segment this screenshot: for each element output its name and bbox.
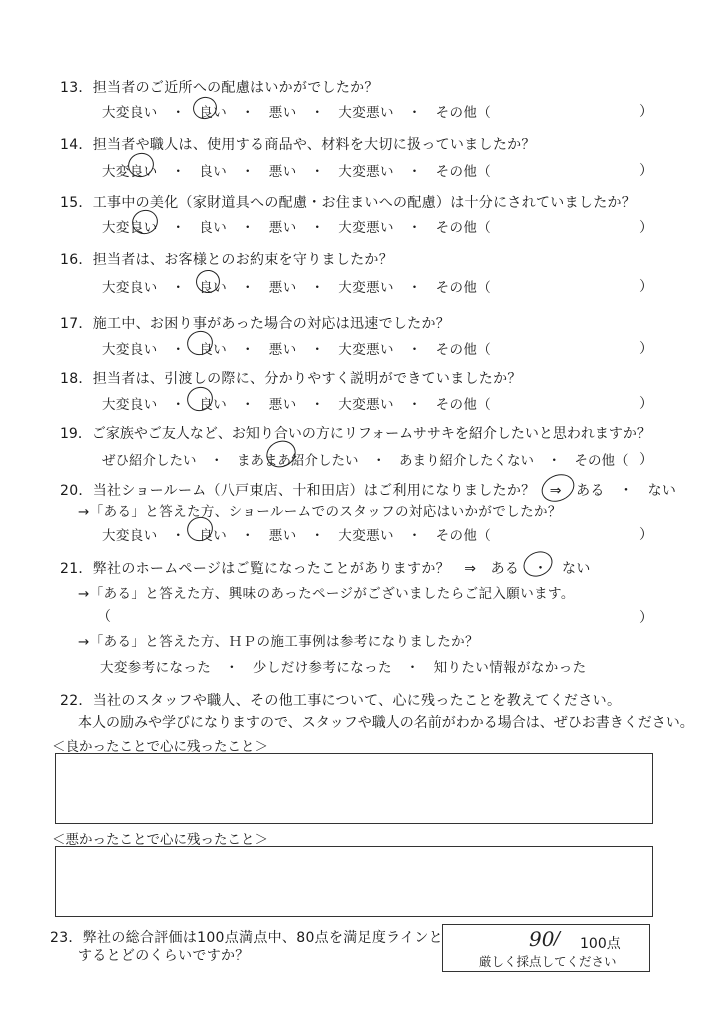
q14-close-paren: ） (639, 163, 653, 179)
q20-options: 大変良い ・ 良い ・ 悪い ・ 大変悪い ・ その他（ (102, 528, 492, 544)
q19-title: 19．ご家族やご友人など、お知り合いの方にリフォームササキを紹介したいと思われますか？ (60, 426, 651, 442)
q20-sub: →「ある」と答えた方、ショールームでのスタッフの対応はいかがでしたか？ (78, 504, 562, 520)
score-max: 100点 (580, 936, 621, 952)
q21-sub1: →「ある」と答えた方、興味のあったページがございましたらご記入願います。 (78, 586, 575, 602)
q17-title: 17．施工中、お困り事があった場合の対応は迅速でしたか？ (60, 316, 451, 332)
bad-memories-label: ＜悪かったことで心に残ったこと＞ (52, 832, 268, 848)
q13-options: 大変良い ・ 良い ・ 悪い ・ 大変悪い ・ その他（ (102, 105, 492, 121)
score-box[interactable] (442, 924, 650, 972)
q13-close-paren: ） (639, 104, 653, 120)
q19-options: ぜひ紹介したい ・ まあまあ紹介したい ・ あまり紹介したくない ・ その他（ (102, 453, 629, 469)
q23-title-line1: 23．弊社の総合評価は100点満点中、80点を満足度ラインと (50, 930, 443, 946)
q21-sub2: →「ある」と答えた方、ＨＰの施工事例は参考になりましたか？ (78, 634, 479, 650)
q18-title: 18．担当者は、引渡しの際に、分かりやすく説明ができていましたか？ (60, 371, 522, 387)
q23-title-line2: するとどのくらいですか？ (78, 948, 250, 964)
q14-options: 大変良い ・ 良い ・ 悪い ・ 大変悪い ・ その他（ (102, 164, 492, 180)
score-slash: / (554, 928, 561, 949)
q14-title: 14．担当者や職人は、使用する商品や、材料を大切に扱っていましたか？ (60, 137, 536, 153)
q16-title: 16．担当者は、お客様とのお約束を守りましたか？ (60, 252, 394, 268)
bad-memories-box[interactable] (55, 846, 653, 917)
q19-close-paren: ） (639, 452, 653, 468)
q20-title: 20．当社ショールーム（八戸東店、十和田店）はご利用になりましたか？ ⇒ ある ・ ない (60, 483, 677, 499)
q21-open-paren: （ (97, 609, 111, 625)
q17-options: 大変良い ・ 良い ・ 悪い ・ 大変悪い ・ その他（ (102, 342, 492, 358)
q17-close-paren: ） (639, 341, 653, 357)
q15-title: 15．工事中の美化（家財道具への配慮・お住まいへの配慮）は十分にされていましたか？ (60, 195, 637, 211)
q22-title: 22．当社のスタッフや職人、その他工事について、心に残ったことを教えてください。 (60, 693, 622, 709)
q21-close-paren: ） (639, 610, 653, 626)
q13-title: 13．担当者のご近所への配慮はいかがでしたか？ (60, 80, 379, 96)
q15-close-paren: ） (639, 220, 653, 236)
q20-close-paren: ） (639, 527, 653, 543)
q21-options: 大変参考になった ・ 少しだけ参考になった ・ 知りたい情報がなかった (100, 660, 587, 676)
q15-options: 大変良い ・ 良い ・ 悪い ・ 大変悪い ・ その他（ (102, 220, 492, 236)
q18-options: 大変良い ・ 良い ・ 悪い ・ 大変悪い ・ その他（ (102, 397, 492, 413)
q18-close-paren: ） (639, 396, 653, 412)
q21-title: 21．弊社のホームページはご覧になったことがありますか？ ⇒ ある ・ ない (60, 561, 591, 577)
score-written: 90 (529, 927, 555, 951)
q16-close-paren: ） (639, 279, 653, 295)
q22-sub: 本人の励みや学びになりますので、スタッフや職人の名前がわかる場合は、ぜひお書きください。 (78, 715, 694, 731)
good-memories-box[interactable] (55, 753, 653, 824)
score-note: 厳しく採点してください (479, 954, 617, 969)
q16-options: 大変良い ・ 良い ・ 悪い ・ 大変悪い ・ その他（ (102, 280, 492, 296)
good-memories-label: ＜良かったことで心に残ったこと＞ (52, 739, 268, 755)
